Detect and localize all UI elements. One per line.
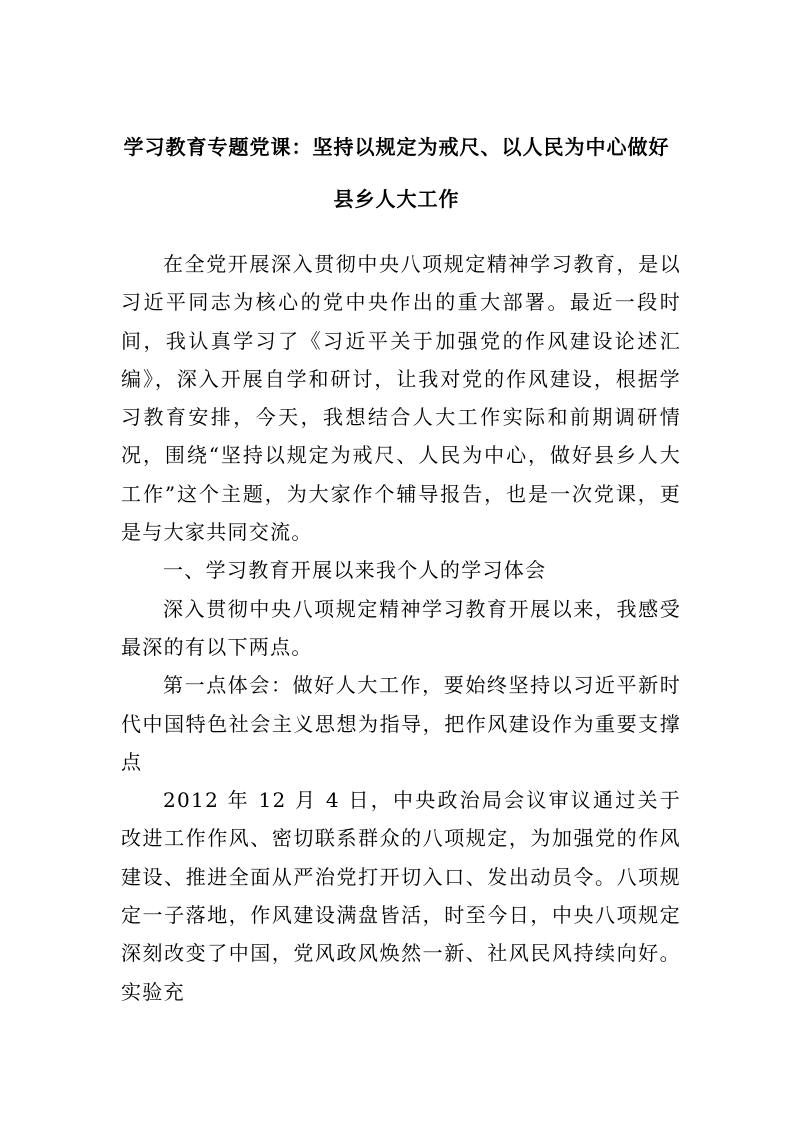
- document-title-line-2: 县乡人大工作: [333, 187, 460, 211]
- paragraph-first-point: 第一点体会：做好人大工作，要始终坚持以习近平新时代中国特色社会主义思想为指导，把作风建设作为重要支撑点: [121, 673, 681, 774]
- paragraph-history: 2012 年 12 月 4 日，中央政治局会议审议通过关于改进工作作风、密切联系群众的八项规定，为加强党的作风建设、推进全面从严治党打开切入口、发出动员令。八项规定一子落地，作风建设满盘皆活，时至今日，中央八项规定深刻改变了中国，党风政风焕然一新、社风民风持续向好。实验充: [121, 788, 681, 1004]
- paragraph-section-intro: 深入贯彻中央八项规定精神学习教育开展以来，我感受最深的有以下两点。: [121, 596, 681, 659]
- section-heading-1: 一、学习教育开展以来我个人的学习体会: [163, 558, 547, 583]
- document-title-line-1: 学习教育专题党课：坚持以规定为戒尺、以人民为中心做好: [123, 135, 670, 159]
- document-body: [121, 245, 681, 1011]
- paragraph-intro: 在全党开展深入贯彻中央八项规定精神学习教育，是以习近平同志为核心的党中央作出的重大部署。最近一段时间，我认真学习了《习近平关于加强党的作风建设论述汇编》，深入开展自学和研讨，让我对党的作风建设，根据学习教育安排，今天，我想结合人大工作实际和前期调研情况，围绕“坚持以规定为戒尺、人民为中心，做好县乡人大工作”这个主题，为大家作个辅导报告，也是一次党课，更是与大家共同交流。: [121, 252, 681, 545]
